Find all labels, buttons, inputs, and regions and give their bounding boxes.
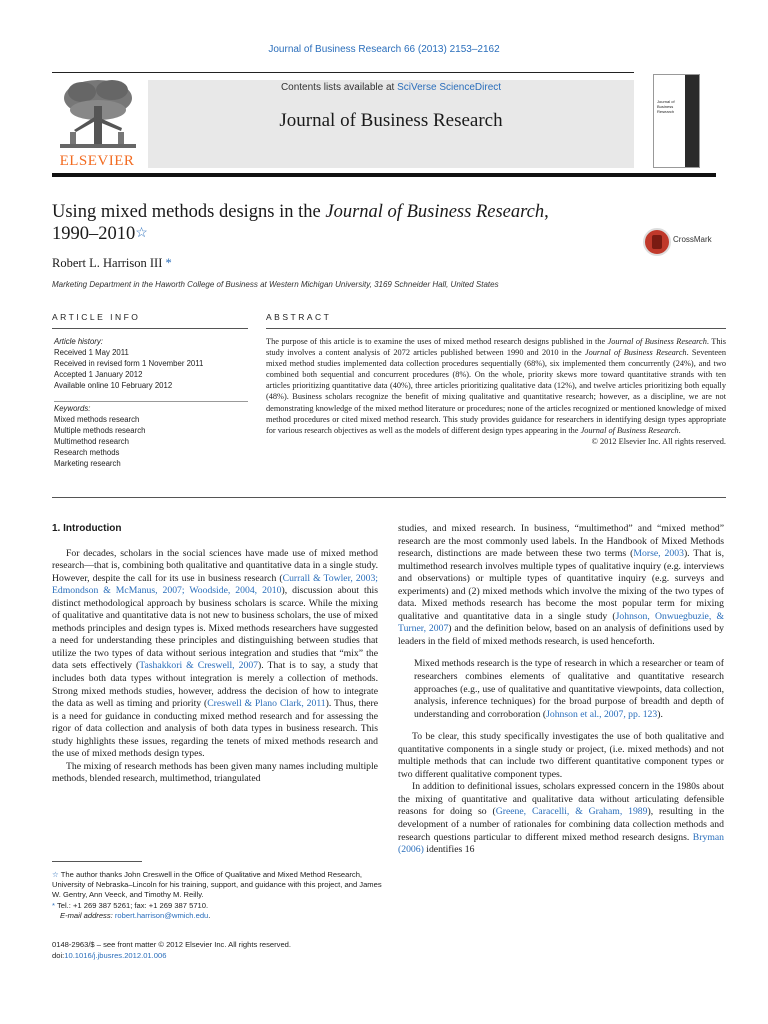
affiliation: Marketing Department in the Haworth College of Business at Western Michigan University, 3169 Schneider Hall, United States [52,280,499,289]
article-history: Article history: Received 1 May 2011 Received in revised form 1 November 2011 Accepted 1 January 2012 Available online 10 February 2012 [54,336,250,391]
footnotes [52,870,382,921]
paragraph: In addition to definitional issues, scholars expressed concern in the 1980s about the mixing of quantitative and qualitative data without articulating defensible reasons for doing so (Greene, Caracelli, & Graham, 1989), resulting in the development of a number of rationales for combining data collection methods and research questions particular to different mixed method research designs. Bryman (2006) identifies 16 [398,781,724,856]
keywords: Keywords: Mixed methods research Multiple methods research Multimethod research Research methods Marketing research [54,403,250,469]
abstract-heading: ABSTRACT [266,312,332,322]
footnote-asterisk: * [52,900,55,910]
doi-link[interactable]: 10.1016/j.jbusres.2012.01.006 [64,951,167,960]
footnote: ☆ The author thanks John Creswell in the Office of Qualitative and Mixed Method Research, University of Nebraska–Lincoln for his training, support, and guidance with this project, and James W. Gentry, Ann Veeck, and Timothy M. Reilly. [52,870,382,900]
history-item: Received in revised form 1 November 2011 [54,359,204,368]
history-item: Available online 10 February 2012 [54,381,173,390]
journal-title[interactable]: Journal of Business Research [279,110,503,131]
citation-link[interactable]: Tashakkori & Creswell, 2007 [139,660,259,672]
footnote: * Tel.: +1 269 387 5261; fax: +1 269 387 5710. [52,900,209,910]
block-quote: Mixed methods research is the type of research in which a researcher or team of researchers combines elements of qualitative and quantitative research approaches (e.g., use of qualitative and quantitative viewpoints, data collection, analysis, inference techniques) for the broad purpose of breadth and depth of understanding and corroboration (Johnson et al., 2007, pp. 123). [414,658,724,720]
cover-strip [685,75,699,167]
section-rule [52,497,726,498]
header-rule [52,72,634,73]
keyword-item: Mixed methods research [54,415,140,424]
history-item: Received 1 May 2011 [54,348,129,357]
sciencedirect-link[interactable]: SciVerse ScienceDirect [397,82,502,93]
abstract-copyright: © 2012 Elsevier Inc. All rights reserved. [591,436,726,446]
citation-link[interactable]: Morse, 2003 [633,548,684,560]
citation-link[interactable]: Currall & Towler, 2003; Edmondson & McManus, 2007; Woodside, 2004, 2010 [52,572,378,597]
cover-title: Journal of Business Research [657,99,675,114]
corresponding-author-mark[interactable]: * [165,256,172,270]
keyword-item: Research methods [54,448,120,457]
keyword-item: Marketing research [54,459,121,468]
footnote-rule [52,861,142,862]
paragraph: studies, and mixed research. In business, “multimethod” and “mixed method” research are the most commonly used labels. In the Handbook of Mixed Methods research, distinctions are made between these two terms (Morse, 2003). That is, multimethod research involves multiple types of qualitative inquiry (e.g. interviews and observations) or multiple types of quantitative inquiry (e.g. surveys and experiments) and (2) mixed methods which involve the mixing of the two types of data. Mixed methods research has become the most popular term for mixing qualitative and quantitative data in a single study (Johnson, Onwuegbuzie, & Turner, 2007) and the definition below, based on an analysis of definitions used by leaders in the field of mixed methods research, is used henceforth. [398,523,724,647]
journal-cover-thumbnail[interactable] [653,74,700,168]
author-name: Robert L. Harrison III [52,256,163,270]
crossmark-icon [643,228,671,256]
abstract-text: The purpose of this article is to examine the uses of mixed method research designs published in the Journal of Business Research. This study involves a content analysis of 2072 articles published between 1990 and 2010 in the Journal of Business Research. Seventeen mixed method studies implemented data collection procedures sequentially (68%), six implemented them concurrently (24%), and two combined both sequential and concurrent procedures (8%). On the whole, priority skews more toward quantitative strands with ten articles prioritizing quantitative data (40%), three articles prioritizing qualitative data (12%), and twelve articles prioritizing both equally (48%). Business scholars recognize the benefit of mixing qualitative and quantitative research; however, as a discipline, we are not demonstrating knowledge of the mixed method literature or procedures; none of the articles recognized or mentioned knowledge of mixed method procedures or cited mixed method research. This study provides guidance for researchers in identifying design types appropriate for various research objectives as well as the models of different design types appearing in the Journal of Business Research. © 2012 Elsevier Inc. All rights reserved. [266,337,726,446]
body-left-column [52,523,378,786]
citation-link[interactable]: Johnson, Onwuegbuzie, & Turner, 2007 [398,610,724,635]
journal-banner [148,80,634,168]
front-matter [52,939,382,961]
journal-citation[interactable]: Journal of Business Research 66 (2013) 2153–2162 [268,44,500,55]
article-title: Using mixed methods designs in the Journal of Business Research, 1990–2010☆ [52,202,549,244]
citation-link[interactable]: Bryman (2006) [398,831,724,856]
author-line [52,256,172,271]
paragraph: To be clear, this study specifically investigates the use of both qualitative and quantitative components in a single study or project, (i.e. mixed methods) and not multiple methods that can include two different quantitative component types or two different qualitative component types. [398,731,724,780]
title-footnote-star-icon[interactable]: ☆ [135,226,148,241]
history-item: Accepted 1 January 2012 [54,370,143,379]
body-right-column [398,523,724,857]
contents-line: Contents lists available at SciVerse ScienceDirect [280,82,502,93]
citation-link[interactable]: Johnson et al., 2007, pp. 123 [546,708,658,720]
elsevier-logo[interactable] [52,76,144,170]
keyword-item: Multimethod research [54,437,129,446]
elsevier-tree-icon [52,76,144,154]
issn-line: 0148-2963/$ – see front matter © 2012 Elsevier Inc. All rights reserved. [52,940,292,949]
email-link[interactable]: robert.harrison@wmich.edu [114,910,209,920]
crossmark-label: CrossMark [673,235,712,244]
abstract-rule [266,328,726,329]
paragraph: For decades, scholars in the social sciences have made use of mixed method research—that is, combining both qualitative and quantitative data in a single study. However, despite the call for its use in business research (Currall & Towler, 2003; Edmondson & McManus, 2007; Woodside, 2004, 2010), discussion about this distinct methodological approach by business scholars is scarce. While the mixing of qualitative and quantitative data is not new to business scholars, the use of mixed methods principles and design types is. Mixed methods researchers have suggested a need for understanding these principles and distinguishing between studies that utilize the two types of data without serious integration and studies that “mix” the data sets effectively (Tashakkori & Creswell, 2007). That is to say, a study that includes both data types without integration is merely a collection of methods. Strong mixed methods studies, however, address the decision of how to integrate the data as well as timing and priority (Creswell & Plano Clark, 2011). Thus, there is a need for guidance in conducting mixed method research and for assessing the rigor of data collection and analysis of both data types in business research. This study highlights these issues, regarding the tenets of mixed methods research and the use of mixed methods design types. [52,547,379,760]
publisher-wordmark: ELSEVIER [59,153,135,169]
doi-line: doi:10.1016/j.jbusres.2012.01.006 [52,951,167,960]
footnote-star-icon: ☆ [52,870,59,879]
keyword-item: Multiple methods research [54,426,146,435]
footnote-email: E-mail address: robert.harrison@wmich.edu. [60,910,211,920]
info-rule [52,328,248,329]
keywords-rule [54,401,248,402]
header-thick-rule [52,173,716,177]
crossmark-button[interactable] [643,228,723,256]
citation-link[interactable]: Greene, Caracelli, & Graham, 1989 [495,806,648,818]
paragraph: The mixing of research methods has been given many names including multiple methods, blended research, multimethod, triangulated [52,760,378,785]
article-info-heading: ARTICLE INFO [52,312,141,322]
citation-link[interactable]: Creswell & Plano Clark, 2011 [207,698,326,710]
section-heading: 1. Introduction [52,523,122,534]
